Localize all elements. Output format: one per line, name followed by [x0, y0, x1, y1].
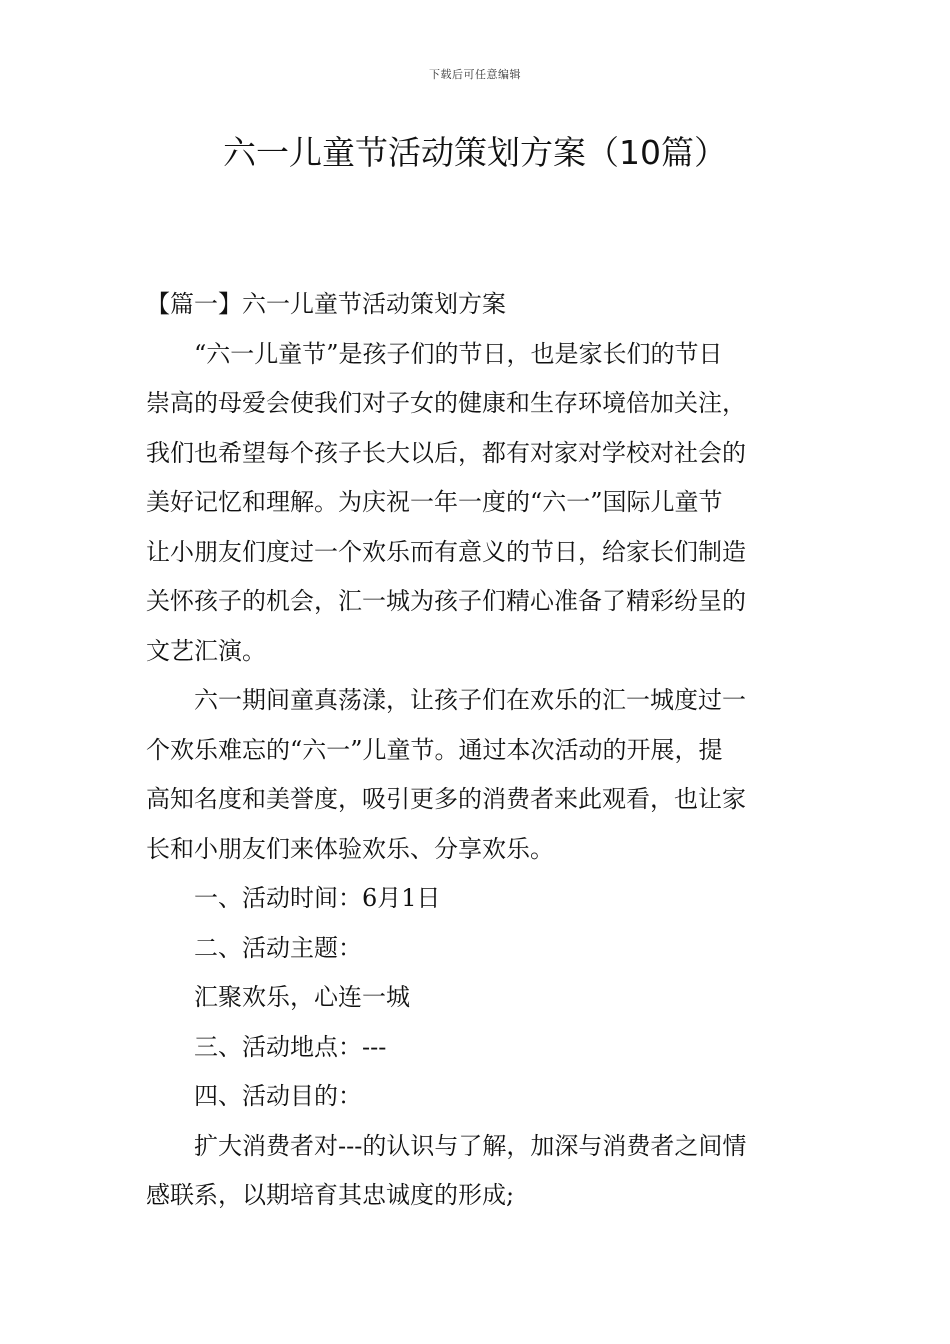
paragraph-line: 长和小朋友们来体验欢乐、分享欢乐。	[146, 834, 554, 863]
paragraph-line: “六一儿童节”是孩子们的节日，也是家长们的节日	[194, 339, 723, 368]
paragraph-line: 扩大消费者对---的认识与了解，加深与消费者之间情	[194, 1131, 747, 1160]
document-title: 六一儿童节活动策划方案（10篇）	[223, 133, 727, 172]
paragraph-line: 六一期间童真荡漾，让孩子们在欢乐的汇一城度过一	[194, 686, 746, 714]
paragraph-line: 个欢乐难忘的“六一”儿童节。通过本次活动的开展，提	[146, 735, 723, 764]
paragraph-line: 让小朋友们度过一个欢乐而有意义的节日，给家长们制造	[146, 537, 746, 566]
paragraph-line: 高知名度和美誉度，吸引更多的消费者来此观看，也让家	[146, 785, 746, 813]
document-body	[146, 280, 808, 1221]
paragraph-line: 文艺汇演。	[146, 636, 266, 665]
section-heading: 【篇一】六一儿童节活动策划方案	[146, 290, 506, 318]
activity-theme-content: 汇聚欢乐，心连一城	[194, 983, 410, 1011]
paragraph-line: 感联系，以期培育其忠诚度的形成;	[146, 1181, 515, 1209]
item-activity-time: 一、活动时间：6月1日	[194, 884, 441, 912]
item-activity-location: 三、活动地点：---	[194, 1032, 387, 1061]
paragraph-intro	[146, 330, 808, 677]
header-note: 下载后可任意编辑	[429, 68, 521, 81]
paragraph-line: 崇高的母爱会使我们对子女的健康和生存环境倍加关注，	[146, 389, 746, 417]
item-activity-goal: 四、活动目的：	[194, 1082, 362, 1110]
paragraph-line: 美好记忆和理解。为庆祝一年一度的“六一”国际儿童节	[146, 488, 723, 516]
paragraph-goal	[146, 1122, 808, 1221]
paragraph-line: 关怀孩子的机会，汇一城为孩子们精心准备了精彩纷呈的	[146, 587, 746, 615]
item-activity-theme: 二、活动主题：	[194, 933, 362, 962]
paragraph-purpose	[146, 676, 808, 874]
paragraph-line: 我们也希望每个孩子长大以后，都有对家对学校对社会的	[146, 438, 746, 467]
